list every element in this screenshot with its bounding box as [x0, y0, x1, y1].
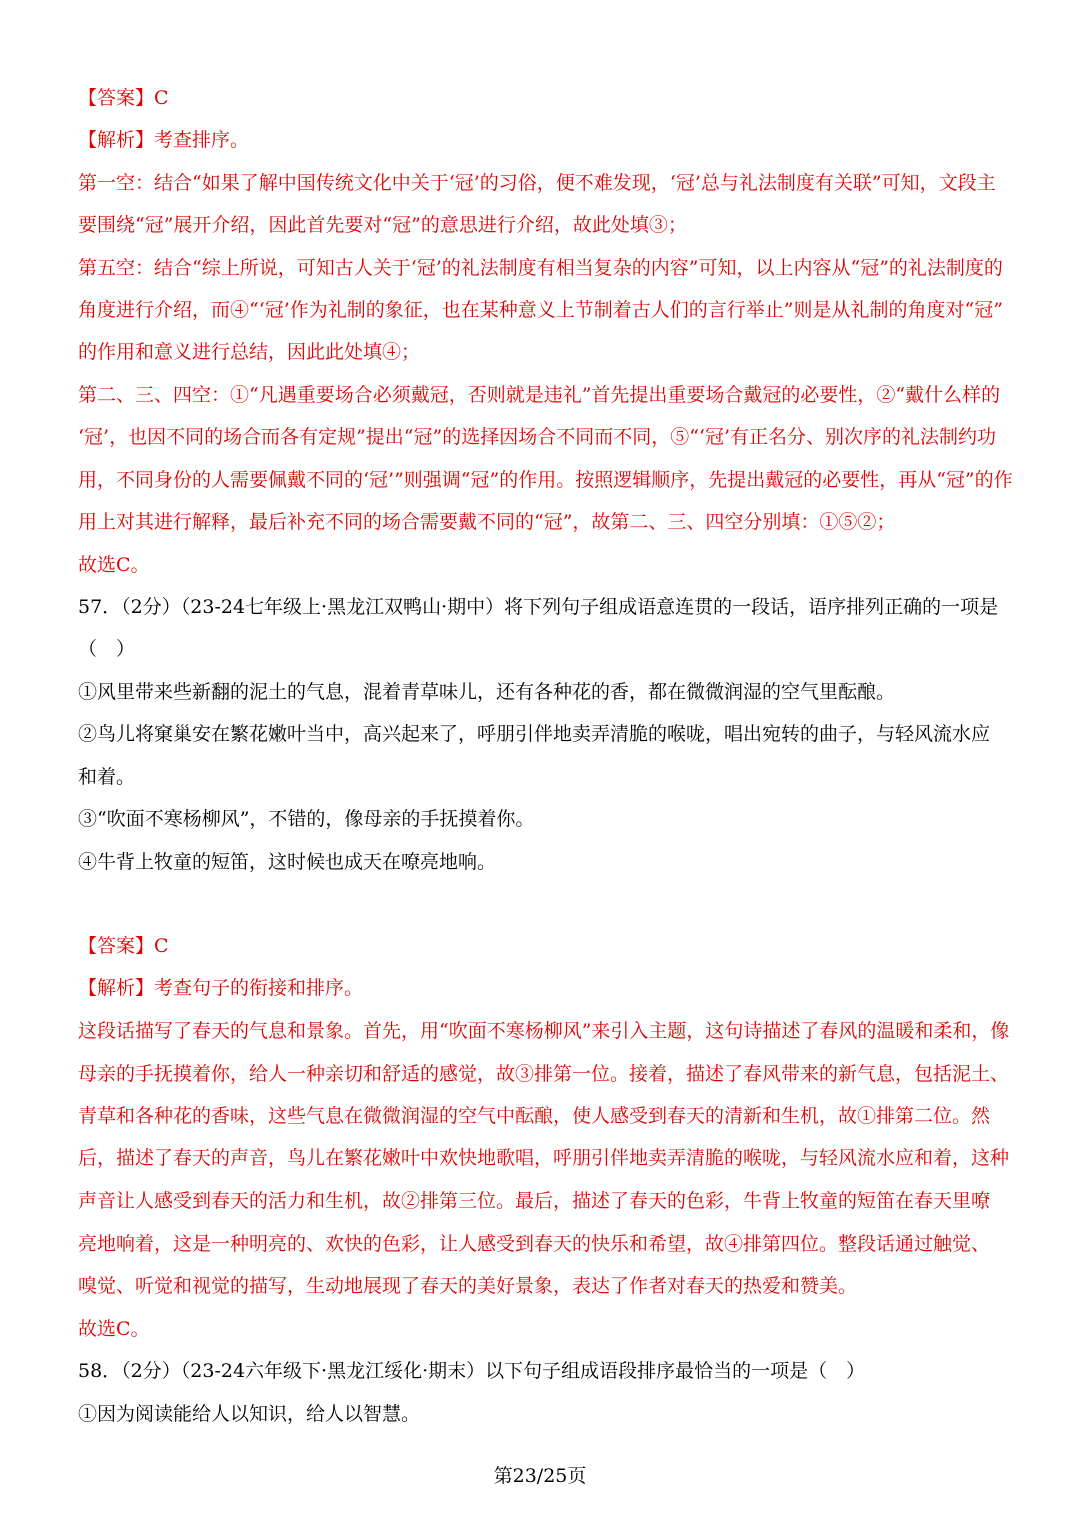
q56-analysis-line: 的作用和意义进行总结，因此此处填④； — [78, 341, 421, 363]
q57-sentence-4: ④牛背上牧童的短笛，这时候也成天在嘹亮地响。 — [78, 851, 497, 873]
q57-conclusion: 故选C。 — [78, 1318, 150, 1340]
q57-analysis-line: 声音让人感受到春天的活力和生机，故②排第三位。最后，描述了春天的色彩，牛背上牧童的短笛在春天里嘹 — [78, 1190, 991, 1212]
q57-analysis-heading: 【解析】考查句子的衔接和排序。 — [78, 977, 364, 999]
q56-analysis-line: 第二、三、四空：①“凡遇重要场合必须戴冠，否则就是违礼”首先提出重要场合戴冠的必要性，②“戴什么样的 — [78, 384, 1001, 406]
q57-answer: 【答案】C — [78, 935, 169, 957]
q56-analysis-line: 要围绕“冠”展开介绍，因此首先要对“冠”的意思进行介绍，故此处填③； — [78, 214, 687, 236]
q57-stem-blank: （ ） — [78, 638, 136, 660]
q58-stem: 58．（2分）（23-24六年级下·黑龙江绥化·期末）以下句子组成语段排序最恰当的一项是（ ） — [78, 1360, 866, 1382]
q56-analysis-line: 第一空：结合“如果了解中国传统文化中关于‘冠’的习俗，便不难发现，‘冠’总与礼法制度有关联”可知，文段主 — [78, 172, 996, 194]
q57-stem: 57．（2分）（23-24七年级上·黑龙江双鸭山·期中）将下列句子组成语意连贯的一段话，语序排列正确的一项是 — [78, 596, 999, 618]
q57-sentence-1: ①风里带来些新翻的泥土的气息，混着青草味儿，还有各种花的香，都在微微润湿的空气里酝酿。 — [78, 681, 896, 703]
q56-analysis-line: 角度进行介绍，而④“‘冠’作为礼制的象征，也在某种意义上节制着古人们的言行举止”则是从礼制的角度对“冠” — [78, 299, 1003, 321]
q56-analysis-heading: 【解析】考查排序。 — [78, 129, 250, 151]
q57-analysis-line: 母亲的手抚摸着你，给人一种亲切和舒适的感觉，故③排第一位。接着，描述了春风带来的新气息，包括泥土、 — [78, 1063, 1010, 1085]
q57-analysis-line: 青草和各种花的香味，这些气息在微微润湿的空气中酝酿，使人感受到春天的清新和生机，故①排第二位。然 — [78, 1105, 991, 1127]
q57-analysis-line: 嗅觉、听觉和视觉的描写，生动地展现了春天的美好景象，表达了作者对春天的热爱和赞美。 — [78, 1275, 858, 1297]
q56-analysis-line: 第五空：结合“综上所说，可知古人关于‘冠’的礼法制度有相当复杂的内容”可知，以上内容从“冠”的礼法制度的 — [78, 257, 1003, 279]
q57-analysis-line: 后，描述了春天的声音，鸟儿在繁花嫩叶中欢快地歌唱，呼朋引伴地卖弄清脆的喉咙，与轻风流水应和着，这种 — [78, 1147, 1010, 1169]
q56-analysis-line: 用上对其进行解释，最后补充不同的场合需要戴不同的“冠”，故第二、三、四空分别填：①⑤②； — [78, 511, 896, 533]
q57-sentence-2-cont: 和着。 — [78, 766, 136, 788]
q56-analysis-line: ‘冠’，也因不同的场合而各有定规”提出“冠”的选择因场合不同而不同，⑤“‘冠’有正名分、别次序的礼法制约功 — [78, 426, 997, 448]
q58-sentence-1: ①因为阅读能给人以知识，给人以智慧。 — [78, 1403, 421, 1425]
q57-analysis-line: 亮地响着，这是一种明亮的、欢快的色彩，让人感受到春天的快乐和希望，故④排第四位。整段话通过触觉、 — [78, 1233, 991, 1255]
q56-answer: 【答案】C — [78, 87, 169, 109]
q57-sentence-3: ③“吹面不寒杨柳风”，不错的，像母亲的手抚摸着你。 — [78, 808, 535, 830]
page-number: 第23/25页 — [493, 1465, 587, 1487]
q57-sentence-2: ②鸟儿将窠巢安在繁花嫩叶当中，高兴起来了，呼朋引伴地卖弄清脆的喉咙，唱出宛转的曲子，与轻风流水应 — [78, 723, 991, 745]
q57-analysis-line: 这段话描写了春天的气息和景象。首先，用“吹面不寒杨柳风”来引入主题，这句诗描述了春风的温暖和柔和，像 — [78, 1020, 1010, 1042]
q56-analysis-line: 用，不同身份的人需要佩戴不同的‘冠’”则强调“冠”的作用。按照逻辑顺序，先提出戴冠的必要性，再从“冠”的作 — [78, 469, 1013, 491]
q56-conclusion: 故选C。 — [78, 554, 150, 576]
